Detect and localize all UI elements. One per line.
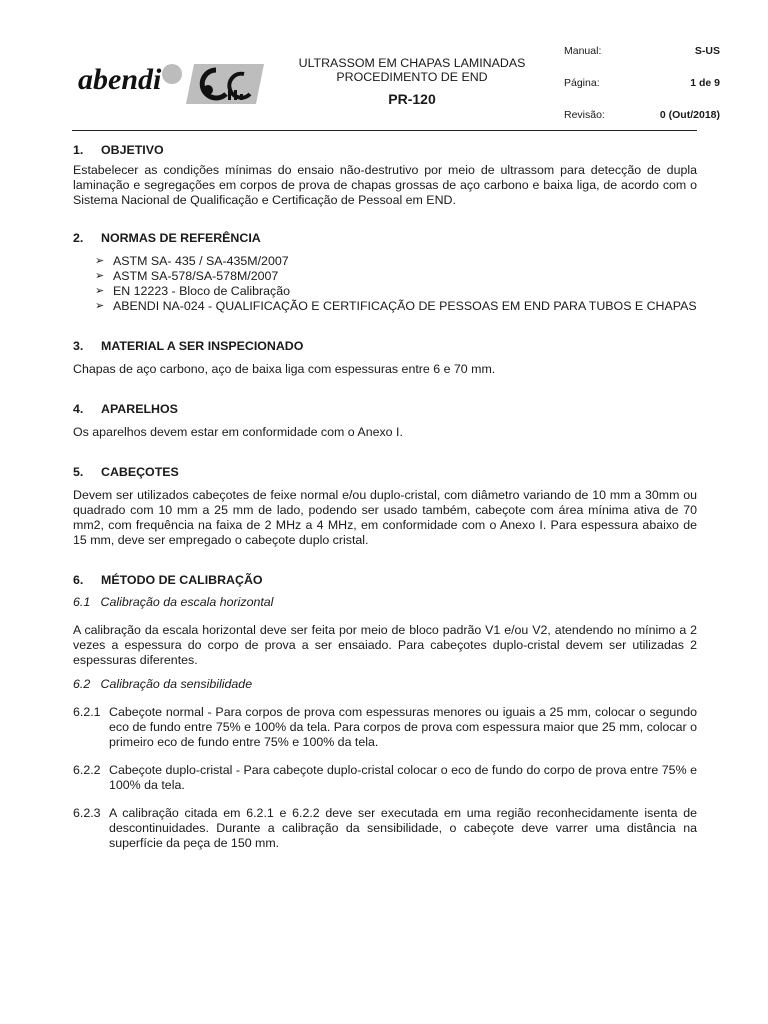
title-line-2: PROCEDIMENTO DE END: [336, 70, 488, 84]
manual-value: S-US: [694, 45, 720, 57]
item-number: 6.2.3: [73, 806, 101, 820]
section-4-heading: [73, 402, 697, 417]
section-3-text: Chapas de aço carbono, aço de baixa liga com espessuras entre 6 e 70 mm.: [73, 362, 496, 376]
section-title: MÉTODO DE CALIBRAÇÃO: [101, 573, 263, 587]
item-text: Cabeçote duplo-cristal - Para cabeçote duplo-cristal colocar o eco de fundo do corpo de prova entre 75% e 100% da tela.: [109, 763, 697, 792]
arrow-bullet-icon: ➢: [95, 300, 105, 312]
item-text: Cabeçote normal - Para corpos de prova com espessuras menores ou iguais a 25 mm, colocar o segundo eco de fundo entre 75% e 100% da tela. Para corpos de prova com espessura maior que 25 mm, colocar o primeiro eco de fundo entre 75% e 100% da tela.: [109, 705, 697, 749]
section-title: OBJETIVO: [101, 143, 164, 157]
list-item: ➢ EN 12223 - Bloco de Calibração: [95, 284, 291, 298]
manual-label: Manual:: [564, 45, 602, 57]
page-value: 1 de 9: [690, 77, 720, 89]
qc-logo-icon: [186, 60, 266, 108]
section-title: MATERIAL A SER INSPECIONADO: [101, 339, 304, 353]
section-5-text: Devem ser utilizados cabeçotes de feixe normal e/ou duplo-cristal, com diâmetro variando de 10 mm a 30mm ou quadrado com 10 mm a 25 mm de lado, podendo ser usado também, cabeçote com área mínima ativa de 70 mm2, com frequência na faixa de 2 MHz a 4 MHz, em conformidade com o Anexo I. Para espessura abaixo de 15 mm, deve ser empregado o cabeçote duplo cristal.: [73, 488, 697, 547]
section-number: 2.: [73, 231, 84, 245]
list-item: ➢ ASTM SA-578/SA-578M/2007: [95, 269, 279, 283]
section-5-heading: [73, 465, 697, 480]
section-1-heading: [73, 143, 697, 158]
section-number: 4.: [73, 402, 84, 416]
reference-list: [95, 254, 697, 314]
document-title: [282, 56, 542, 84]
list-item: [73, 705, 697, 750]
header-logos: [74, 60, 274, 110]
section-number: 3.: [73, 339, 84, 353]
list-item: [73, 806, 697, 851]
section-number: 6.: [73, 573, 84, 587]
section-title: APARELHOS: [101, 402, 178, 416]
subsection-6-1-text: A calibração da escala horizontal deve ser feita por meio de bloco padrão V1 e/ou V2, atendendo no mínimo a 2 vezes a espessura do corpo de prova a ser ensaiado. Para cabeçotes duplo-cristal devem ser utilizadas 2 espessuras diferentes.: [73, 623, 697, 667]
subsection-6-2-title: 6.2 Calibração da sensibilidade: [73, 677, 253, 691]
item-number: 6.2.2: [73, 763, 101, 777]
section-title: NORMAS DE REFERÊNCIA: [101, 231, 261, 245]
section-6-heading: [73, 573, 697, 588]
section-number: 5.: [73, 465, 84, 479]
document-code: PR-120: [388, 91, 436, 107]
item-number: 6.2.1: [73, 705, 101, 719]
subsection-6-1-title: 6.1 Calibração da escala horizontal: [73, 595, 274, 609]
section-number: 1.: [73, 143, 84, 157]
abendi-logo: abendi: [78, 63, 162, 96]
page-label: Página:: [564, 77, 600, 89]
revision-value: 0 (Out/2018): [659, 109, 720, 121]
list-item: [73, 763, 697, 793]
item-text: A calibração citada em 6.2.1 e 6.2.2 deve ser executada em uma região reconhecidamente isenta de descontinuidades. Durante a calibração da sensibilidade, o cabeçote deve varrer uma distância na superfície da peça de 150 mm.: [109, 806, 697, 850]
arrow-bullet-icon: ➢: [95, 270, 105, 282]
section-title: CABEÇOTES: [101, 465, 179, 479]
revision-label: Revisão:: [564, 109, 605, 121]
header-divider: [72, 130, 697, 131]
arrow-bullet-icon: ➢: [95, 255, 105, 267]
section-1-text: Estabelecer as condições mínimas do ensaio não-destrutivo por meio de ultrassom para detecção de dupla laminação e segregações em corpos de prova de chapas grossas de aço carbono e baixa liga, de acordo com o Sistema Nacional de Qualificação e Certificação de Pessoal em END.: [73, 163, 697, 207]
section-2-heading: [73, 231, 697, 246]
title-line-1: ULTRASSOM EM CHAPAS LAMINADAS: [298, 56, 526, 70]
list-item: ➢ ASTM SA- 435 / SA-435M/2007: [95, 254, 289, 268]
abendi-logo-circle-icon: [162, 64, 182, 84]
section-4-text: Os aparelhos devem estar em conformidade com o Anexo I.: [73, 425, 403, 439]
list-item: ➢ ABENDI NA-024 - QUALIFICAÇÃO E CERTIFICAÇÃO DE PESSOAS EM END PARA TUBOS E CHAPAS: [95, 299, 697, 313]
arrow-bullet-icon: ➢: [95, 285, 105, 297]
section-3-heading: [73, 339, 697, 354]
document-body: [73, 143, 697, 851]
